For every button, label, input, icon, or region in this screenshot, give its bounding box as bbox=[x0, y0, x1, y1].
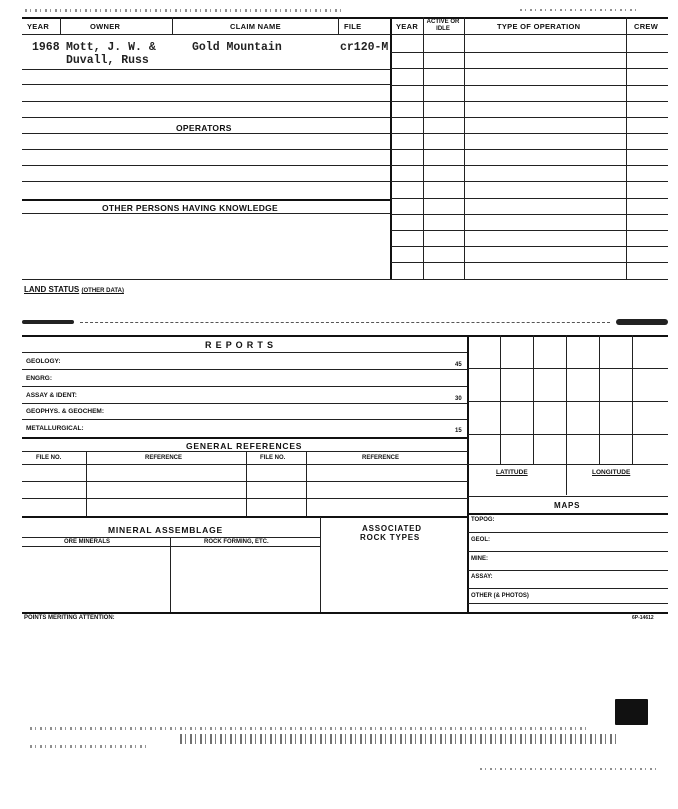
map-rule bbox=[468, 570, 668, 571]
grid-row bbox=[468, 368, 668, 369]
genref-file-no-2: FILE NO. bbox=[260, 455, 286, 461]
report-geology: GEOLOGY: bbox=[26, 358, 61, 365]
header-crew: CREW bbox=[634, 22, 659, 31]
header-year-2: YEAR bbox=[396, 22, 419, 31]
row-rule bbox=[22, 149, 390, 150]
scan-noise-bottom-4 bbox=[480, 768, 660, 770]
top-table-rule bbox=[22, 17, 668, 19]
genref-reference-1: REFERENCE bbox=[145, 455, 183, 461]
associated-label-2: ROCK TYPES bbox=[360, 533, 421, 542]
header-owner: OWNER bbox=[90, 22, 121, 31]
row-rule bbox=[22, 117, 390, 118]
right-row-rule bbox=[391, 246, 668, 247]
latitude-label: LATITUDE bbox=[496, 469, 528, 476]
entry-owner-line1: Mott, J. W. & bbox=[66, 41, 156, 54]
right-row-rule bbox=[391, 85, 668, 86]
scale-30: 30 bbox=[455, 396, 462, 402]
report-rule bbox=[22, 419, 468, 420]
reports-top-rule bbox=[22, 335, 668, 337]
right-row-rule bbox=[391, 133, 668, 134]
genref-col bbox=[86, 451, 87, 516]
right-row-rule bbox=[391, 68, 668, 69]
grid-col bbox=[500, 335, 501, 465]
map-mine: MINE: bbox=[471, 556, 488, 562]
row-rule bbox=[22, 165, 390, 166]
maps-top-rule bbox=[468, 496, 668, 497]
genref-col bbox=[306, 451, 307, 516]
maps-title: MAPS bbox=[554, 501, 581, 510]
entry-year: 1968 bbox=[32, 41, 60, 54]
entry-file: cr120-M bbox=[340, 41, 389, 54]
grid-row bbox=[468, 434, 668, 435]
report-rule bbox=[22, 386, 468, 387]
grid-col bbox=[566, 335, 567, 495]
top-table-header-rule bbox=[22, 34, 668, 35]
row-rule bbox=[22, 101, 390, 102]
ore-minerals-label: ORE MINERALS bbox=[64, 539, 111, 545]
maps-header-rule bbox=[468, 513, 668, 515]
header-claim-name: CLAIM NAME bbox=[230, 22, 281, 31]
scan-noise-top-right bbox=[520, 9, 640, 11]
general-references-title: GENERAL REFERENCES bbox=[186, 441, 303, 451]
land-status-title: LAND STATUS bbox=[24, 285, 80, 294]
header-year: YEAR bbox=[27, 22, 50, 31]
grid-row bbox=[468, 464, 668, 465]
rock-forming-label: ROCK FORMING, ETC. bbox=[204, 539, 269, 545]
longitude-label: LONGITUDE bbox=[592, 469, 631, 476]
col-divider bbox=[626, 17, 627, 279]
top-table-bottom-rule bbox=[22, 279, 668, 280]
scan-noise-bottom-3 bbox=[30, 745, 150, 748]
map-other: OTHER (& PHOTOS) bbox=[471, 593, 529, 599]
land-status-label bbox=[24, 285, 124, 294]
report-engrg: ENGRG: bbox=[26, 375, 52, 382]
scale-15: 15 bbox=[455, 428, 462, 434]
header-type-of-operation: TYPE OF OPERATION bbox=[497, 22, 581, 31]
row-rule bbox=[22, 133, 390, 134]
scan-black-block bbox=[615, 699, 648, 725]
scan-smudge-left bbox=[22, 320, 74, 324]
entry-owner-line2: Duvall, Russ bbox=[66, 54, 149, 67]
grid-col bbox=[533, 335, 534, 465]
mineral-header-rule bbox=[22, 537, 320, 538]
report-rule bbox=[22, 403, 468, 404]
report-geophys: GEOPHYS. & GEOCHEM: bbox=[26, 408, 105, 415]
scan-noise-bottom-2 bbox=[180, 734, 620, 744]
mineral-bottom-rule bbox=[22, 612, 668, 614]
points-meriting-attention: POINTS MERITING ATTENTION: bbox=[24, 615, 115, 621]
map-rule bbox=[468, 532, 668, 533]
row-rule bbox=[22, 199, 390, 201]
right-row-rule bbox=[391, 214, 668, 215]
row-rule bbox=[22, 84, 390, 85]
land-status-sub: (OTHER DATA) bbox=[81, 288, 124, 294]
mineral-col bbox=[320, 517, 321, 612]
grid-col bbox=[632, 335, 633, 465]
reports-title: R E P O R T S bbox=[205, 340, 274, 350]
genref-rule bbox=[22, 498, 468, 499]
associated-label-1: ASSOCIATED bbox=[362, 524, 422, 533]
row-rule bbox=[22, 69, 390, 70]
header-active-or-idle: ACTIVE OR IDLE bbox=[426, 19, 460, 32]
map-topog: TOPOG: bbox=[471, 517, 495, 523]
report-assay: ASSAY & IDENT: bbox=[26, 392, 77, 399]
map-assay: ASSAY: bbox=[471, 574, 493, 580]
scan-noise-top bbox=[25, 9, 345, 12]
right-row-rule bbox=[391, 181, 668, 182]
right-row-rule bbox=[391, 117, 668, 118]
reports-header-rule bbox=[22, 352, 468, 353]
right-row-rule bbox=[391, 230, 668, 231]
genref-rule bbox=[22, 481, 468, 482]
operators-label: OPERATORS bbox=[176, 123, 232, 133]
mineral-subheader-rule bbox=[22, 546, 320, 547]
genref-rule bbox=[22, 516, 468, 518]
genref-header-bottom bbox=[22, 464, 468, 465]
grid-row bbox=[468, 401, 668, 402]
scale-45: 45 bbox=[455, 362, 462, 368]
mineral-assemblage-title: MINERAL ASSEMBLAGE bbox=[108, 525, 223, 535]
header-file: FILE bbox=[344, 22, 362, 31]
scan-smudge-right bbox=[616, 319, 668, 325]
main-divider bbox=[390, 17, 392, 279]
right-row-rule bbox=[391, 262, 668, 263]
report-rule bbox=[22, 369, 468, 370]
row-rule bbox=[22, 213, 390, 214]
genref-reference-2: REFERENCE bbox=[362, 455, 400, 461]
col-divider bbox=[338, 17, 339, 34]
entry-claim-name: Gold Mountain bbox=[192, 41, 282, 54]
right-row-rule bbox=[391, 149, 668, 150]
col-divider bbox=[172, 17, 173, 34]
map-geol: GEOL: bbox=[471, 537, 490, 543]
genref-file-no-1: FILE NO. bbox=[36, 455, 62, 461]
genref-col bbox=[246, 451, 247, 516]
col-divider bbox=[423, 17, 424, 279]
dashed-separator bbox=[80, 322, 610, 323]
map-rule bbox=[468, 588, 668, 589]
report-rule bbox=[22, 437, 468, 439]
report-metallurgical: METALLURGICAL: bbox=[26, 425, 84, 432]
mineral-col bbox=[170, 537, 171, 612]
scan-noise-bottom bbox=[30, 727, 590, 730]
map-rule bbox=[468, 551, 668, 552]
right-row-rule bbox=[391, 165, 668, 166]
other-persons-label: OTHER PERSONS HAVING KNOWLEDGE bbox=[102, 203, 279, 213]
grid-col bbox=[599, 335, 600, 465]
right-row-rule bbox=[391, 101, 668, 102]
col-divider bbox=[464, 17, 465, 279]
row-rule bbox=[22, 181, 390, 182]
right-row-rule bbox=[391, 198, 668, 199]
form-number: 6P-14612 bbox=[632, 615, 654, 621]
col-divider bbox=[60, 17, 61, 34]
map-rule bbox=[468, 603, 668, 604]
right-row-rule bbox=[391, 52, 668, 53]
genref-header-top bbox=[22, 451, 468, 452]
